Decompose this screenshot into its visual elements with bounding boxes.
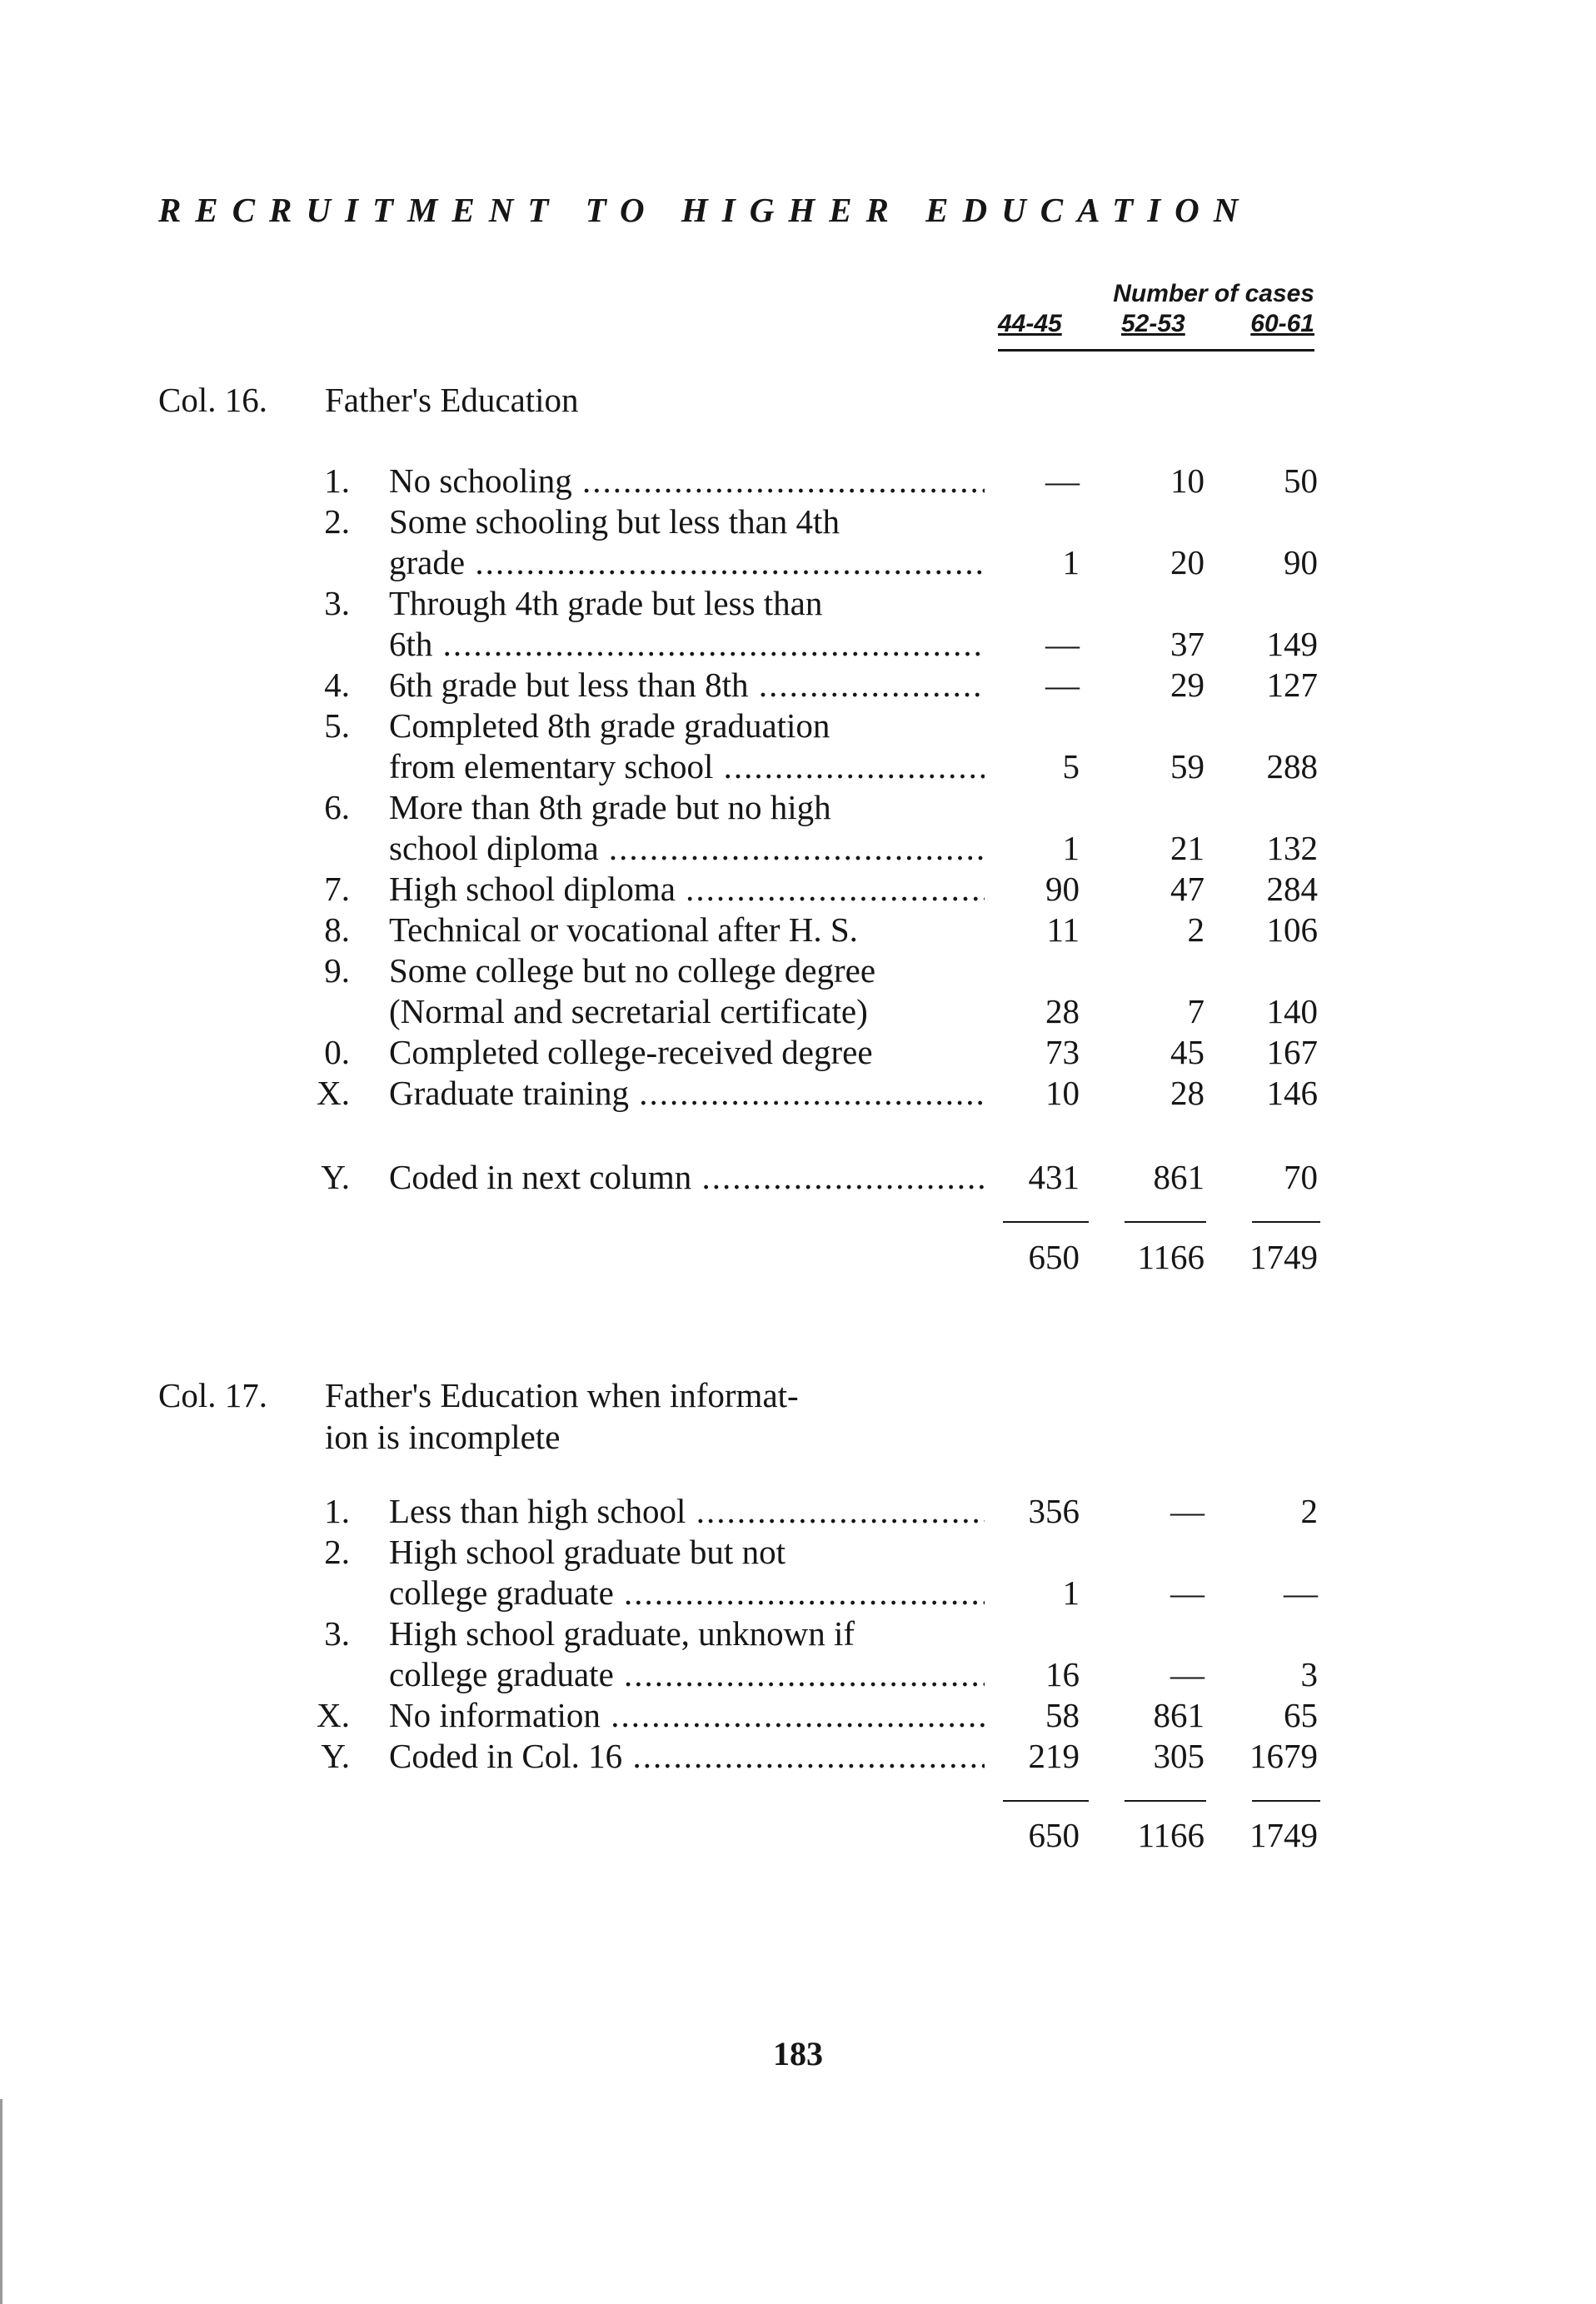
row-value-2: 28 — [1170, 1074, 1204, 1112]
row-label-line: Technical or vocational after H. S. — [389, 910, 858, 949]
row-value-1: 73 — [1045, 1033, 1080, 1071]
row-value-2: 10 — [1170, 461, 1204, 500]
row-label — [389, 665, 985, 706]
row-code: X. — [317, 1074, 350, 1112]
row-label-line: Coded in Col. 16 ..... — [389, 1736, 985, 1777]
row-code: 4. — [324, 666, 350, 704]
row-value-1: 10 — [1045, 1074, 1080, 1112]
row-value-1: 431 — [1028, 1158, 1080, 1196]
row-label-line: school diploma ..... — [389, 828, 985, 869]
total-value-1: 650 — [1028, 1816, 1080, 1854]
row-value-1: 356 — [1028, 1492, 1080, 1530]
column-year-3: 60-61 — [1250, 310, 1314, 337]
row-label — [389, 1613, 985, 1695]
total-value-1: 650 — [1028, 1238, 1080, 1276]
columns-title: Number of cases — [1113, 280, 1314, 307]
row-value-2: — — [1170, 1573, 1204, 1612]
row-code: Y. — [321, 1158, 350, 1196]
row-value-3: 167 — [1266, 1033, 1318, 1071]
row-value-3: 70 — [1284, 1158, 1318, 1196]
row-value-1: 90 — [1045, 870, 1080, 908]
row-label — [389, 787, 985, 869]
row-value-2: 45 — [1170, 1033, 1204, 1071]
row-value-3: 288 — [1266, 747, 1318, 785]
row-value-2: 2 — [1187, 910, 1204, 949]
total-rule — [1252, 1221, 1320, 1223]
row-label-line: Less than high school ..... — [389, 1491, 985, 1532]
row-label-line: No information ..... — [389, 1695, 985, 1736]
total-rule — [1003, 1221, 1089, 1223]
row-code: 1. — [324, 461, 350, 500]
row-value-2: — — [1170, 1655, 1204, 1693]
section-title-line-2: ion is incomplete — [325, 1418, 561, 1456]
row-label-line: (Normal and secretarial certificate) — [389, 992, 868, 1030]
row-code: 9. — [324, 951, 350, 990]
row-value-2: 59 — [1170, 747, 1204, 785]
row-value-3: 149 — [1266, 625, 1318, 663]
row-label-line: Through 4th grade but less than — [389, 584, 823, 622]
row-code: Y. — [321, 1737, 350, 1775]
row-label — [389, 461, 985, 501]
row-value-3: 140 — [1266, 992, 1318, 1030]
row-value-1: 1 — [1062, 543, 1080, 581]
row-label-line: grade ..... — [389, 542, 985, 583]
total-value-3: 1749 — [1249, 1816, 1318, 1854]
row-value-1: 58 — [1045, 1696, 1080, 1734]
row-value-3: 3 — [1300, 1655, 1318, 1693]
row-value-3: 1679 — [1249, 1737, 1318, 1775]
column-year-2: 52-53 — [1121, 310, 1185, 337]
row-label — [389, 1695, 985, 1736]
row-value-2: 861 — [1153, 1696, 1204, 1734]
row-label — [389, 706, 985, 787]
row-label-line: college graduate ..... — [389, 1573, 985, 1613]
row-value-3: 106 — [1266, 910, 1318, 949]
total-rule — [1003, 1800, 1089, 1802]
row-label-line: High school graduate, unknown if — [389, 1614, 855, 1653]
row-value-2: 861 — [1153, 1158, 1204, 1196]
scan-edge-mark — [0, 2099, 2, 2304]
row-code: 8. — [324, 910, 350, 949]
row-value-1: — — [1045, 461, 1080, 500]
row-label — [389, 1736, 985, 1777]
row-code: X. — [317, 1696, 350, 1734]
row-code: 3. — [324, 1614, 350, 1653]
row-code: 3. — [324, 584, 350, 622]
columns-years — [998, 309, 1314, 342]
section-label: Col. 16. — [158, 381, 267, 419]
row-label-line: Completed 8th grade graduation — [389, 706, 830, 745]
row-value-3: 127 — [1266, 666, 1318, 704]
row-value-2: 305 — [1153, 1737, 1204, 1775]
row-value-1: 11 — [1046, 910, 1080, 949]
row-value-2: 37 — [1170, 625, 1204, 663]
row-value-3: 132 — [1266, 829, 1318, 867]
total-rule — [1125, 1221, 1206, 1223]
row-value-2: 20 — [1170, 543, 1204, 581]
row-value-1: 219 — [1028, 1737, 1080, 1775]
row-value-3: 284 — [1266, 870, 1318, 908]
row-code: 5. — [324, 706, 350, 745]
running-head: RECRUITMENT TO HIGHER EDUCATION — [158, 191, 1253, 229]
row-label — [389, 1157, 985, 1198]
row-label — [389, 1491, 985, 1532]
row-label — [389, 501, 985, 583]
columns-rule — [998, 349, 1314, 352]
page-number: 183 — [773, 2035, 823, 2072]
columns-header — [998, 279, 1314, 342]
row-label — [389, 1073, 985, 1114]
row-label-line: 6th ..... — [389, 624, 985, 665]
row-label-line: Some college but no college degree — [389, 951, 876, 990]
row-label-line: High school diploma ..... — [389, 869, 985, 910]
row-label — [389, 1532, 985, 1613]
total-value-2: 1166 — [1137, 1816, 1204, 1854]
row-value-1: — — [1045, 625, 1080, 663]
row-value-2: 21 — [1170, 829, 1204, 867]
row-value-2: — — [1170, 1492, 1204, 1530]
row-label-line: High school graduate but not — [389, 1533, 786, 1571]
row-value-3: 65 — [1284, 1696, 1318, 1734]
row-label-line: Graduate training ..... — [389, 1073, 985, 1114]
row-value-2: 7 — [1187, 992, 1204, 1030]
row-label-line: No schooling ..... — [389, 461, 985, 501]
row-value-3: 50 — [1284, 461, 1318, 500]
row-value-3: 146 — [1266, 1074, 1318, 1112]
row-value-2: 29 — [1170, 666, 1204, 704]
row-label-line: from elementary school ..... — [389, 746, 985, 787]
row-label — [389, 910, 985, 950]
row-code: 6. — [324, 788, 350, 826]
section-label: Col. 17. — [158, 1376, 267, 1414]
row-value-1: 16 — [1045, 1655, 1080, 1693]
row-label — [389, 869, 985, 910]
row-value-2: 47 — [1170, 870, 1204, 908]
row-label-line: Coded in next column ..... — [389, 1157, 985, 1198]
row-label — [389, 1032, 985, 1073]
row-value-1: 5 — [1062, 747, 1080, 785]
row-label-line: More than 8th grade but no high — [389, 788, 831, 826]
row-code: 2. — [324, 1533, 350, 1571]
row-code: 2. — [324, 502, 350, 541]
row-value-1: 28 — [1045, 992, 1080, 1030]
total-rule — [1125, 1800, 1206, 1802]
row-label-line: 6th grade but less than 8th ..... — [389, 665, 985, 706]
total-value-2: 1166 — [1137, 1238, 1204, 1276]
row-label-line: Completed college-received degree — [389, 1033, 873, 1071]
total-rule — [1252, 1800, 1320, 1802]
row-value-1: 1 — [1062, 829, 1080, 867]
row-value-1: 1 — [1062, 1573, 1080, 1612]
row-code: 1. — [324, 1492, 350, 1530]
section-title: Father's Education — [325, 381, 579, 419]
row-value-1: — — [1045, 666, 1080, 704]
row-label — [389, 583, 985, 665]
row-label-line: college graduate ..... — [389, 1654, 985, 1695]
total-value-3: 1749 — [1249, 1238, 1318, 1276]
row-label-line: Some schooling but less than 4th — [389, 502, 840, 541]
row-code: 0. — [324, 1033, 350, 1071]
row-value-3: — — [1284, 1573, 1318, 1612]
row-value-3: 90 — [1284, 543, 1318, 581]
row-code: 7. — [324, 870, 350, 908]
column-year-1: 44-45 — [998, 310, 1062, 337]
row-value-3: 2 — [1300, 1492, 1318, 1530]
row-label — [389, 950, 985, 1032]
section-title-line-1: Father's Education when informat- — [325, 1376, 799, 1414]
